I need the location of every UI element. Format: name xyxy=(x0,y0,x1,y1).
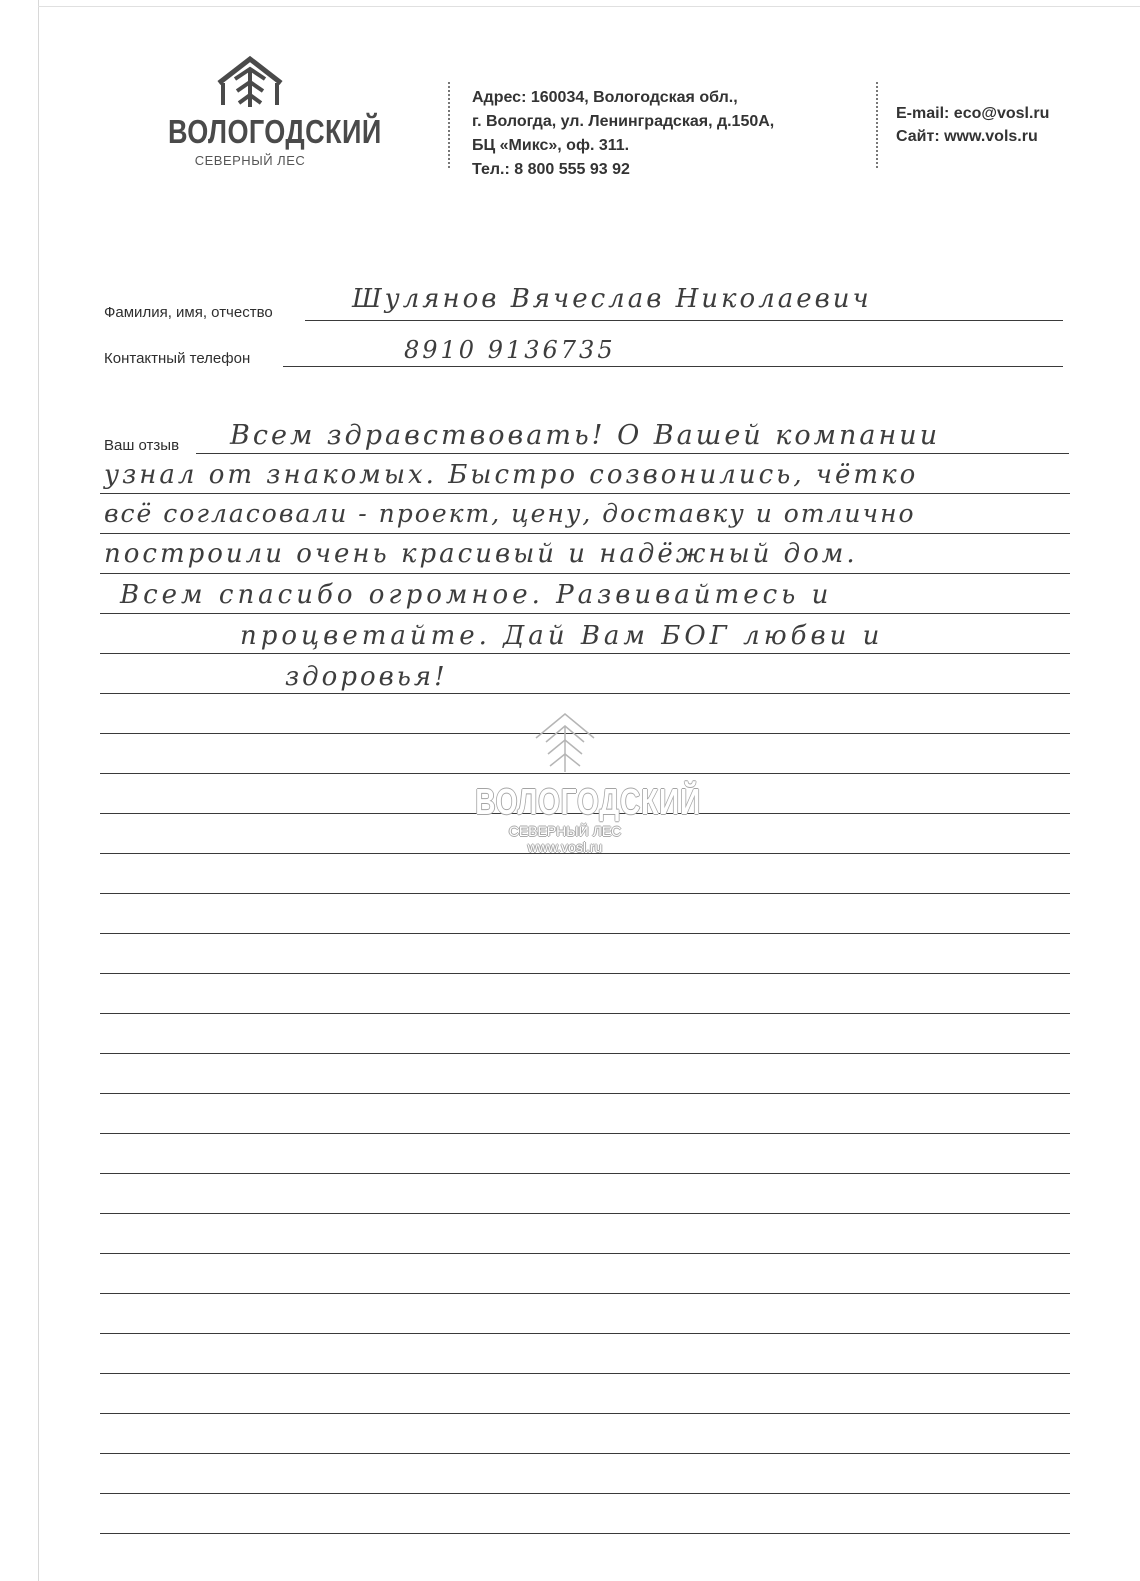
watermark-subtitle: СЕВЕРНЫЙ ЛЕС xyxy=(508,823,622,839)
review-line: процветайте. Дай Вам БОГ любви и xyxy=(240,621,884,651)
review-rule-line xyxy=(100,1173,1070,1174)
tree-watermark-icon xyxy=(530,708,600,774)
review-rule-line xyxy=(100,613,1070,614)
review-rule-line xyxy=(100,1093,1070,1094)
review-line: всё согласовали - проект, цену, доставку и отлично xyxy=(104,499,916,528)
page-edge-left xyxy=(38,0,39,1581)
review-rule-line xyxy=(100,893,1070,894)
review-rule-line xyxy=(100,1373,1070,1374)
review-rule-line xyxy=(100,1213,1070,1214)
review-rule-line xyxy=(100,973,1070,974)
company-address xyxy=(472,86,774,182)
name-underline xyxy=(305,320,1063,321)
review-rule-line xyxy=(100,1053,1070,1054)
header-divider xyxy=(876,82,878,168)
review-line: построили очень красивый и надёжный дом. xyxy=(104,539,858,569)
review-line: Всем здравствовать! О Вашей компании xyxy=(230,420,941,451)
review-line: узнал от знакомых. Быстро созвонились, чётко xyxy=(104,460,919,490)
review-rule-line xyxy=(100,533,1070,534)
phone-value: 8910 9136735 xyxy=(404,336,616,364)
review-label: Ваш отзыв xyxy=(104,437,180,454)
address-line: Адрес: 160034, Вологодская обл., xyxy=(472,89,738,106)
review-rule-line xyxy=(100,1533,1070,1534)
page-edge-top xyxy=(38,6,1140,7)
phone-line: Тел.: 8 800 555 93 92 xyxy=(472,161,630,178)
phone-underline xyxy=(283,366,1063,367)
company-logo xyxy=(150,55,382,168)
review-rule-line xyxy=(100,1413,1070,1414)
watermark xyxy=(450,708,701,855)
watermark-url: www.vosl.ru xyxy=(527,839,603,855)
review-rule-line xyxy=(100,1013,1070,1014)
review-line: Всем спасибо огромное. Развивайтесь и xyxy=(120,580,833,610)
header-divider xyxy=(448,82,450,168)
site-line: Сайт: www.vols.ru xyxy=(896,128,1038,145)
review-rule-line xyxy=(100,1253,1070,1254)
phone-label: Контактный телефон xyxy=(104,350,251,367)
review-rule-line xyxy=(100,1493,1070,1494)
review-rule-line xyxy=(100,693,1070,694)
review-rule-line xyxy=(100,1133,1070,1134)
review-rule-line xyxy=(100,653,1070,654)
name-value: Шулянов Вячеслав Николаевич xyxy=(352,284,872,314)
company-contacts xyxy=(896,102,1049,148)
review-rule-line xyxy=(100,1453,1070,1454)
watermark-name: ВОЛОГОДСКИЙ xyxy=(475,781,701,822)
review-line: здоровья! xyxy=(285,662,448,692)
address-line: БЦ «Микс», оф. 311. xyxy=(472,137,630,154)
review-rule-line xyxy=(100,933,1070,934)
review-rule-line xyxy=(100,1333,1070,1334)
address-line: г. Вологда, ул. Ленинградская, д.150А, xyxy=(472,113,775,130)
review-rule-line xyxy=(196,453,1069,454)
house-tree-icon xyxy=(215,55,285,111)
email-line: E-mail: eco@vosl.ru xyxy=(896,105,1050,122)
logo-subtitle: СЕВЕРНЫЙ ЛЕС xyxy=(194,153,306,168)
name-label: Фамилия, имя, отчество xyxy=(104,304,273,321)
logo-name: ВОЛОГОДСКИЙ xyxy=(168,113,382,150)
review-rule-line xyxy=(100,493,1070,494)
review-rule-line xyxy=(100,573,1070,574)
review-rule-line xyxy=(100,1293,1070,1294)
